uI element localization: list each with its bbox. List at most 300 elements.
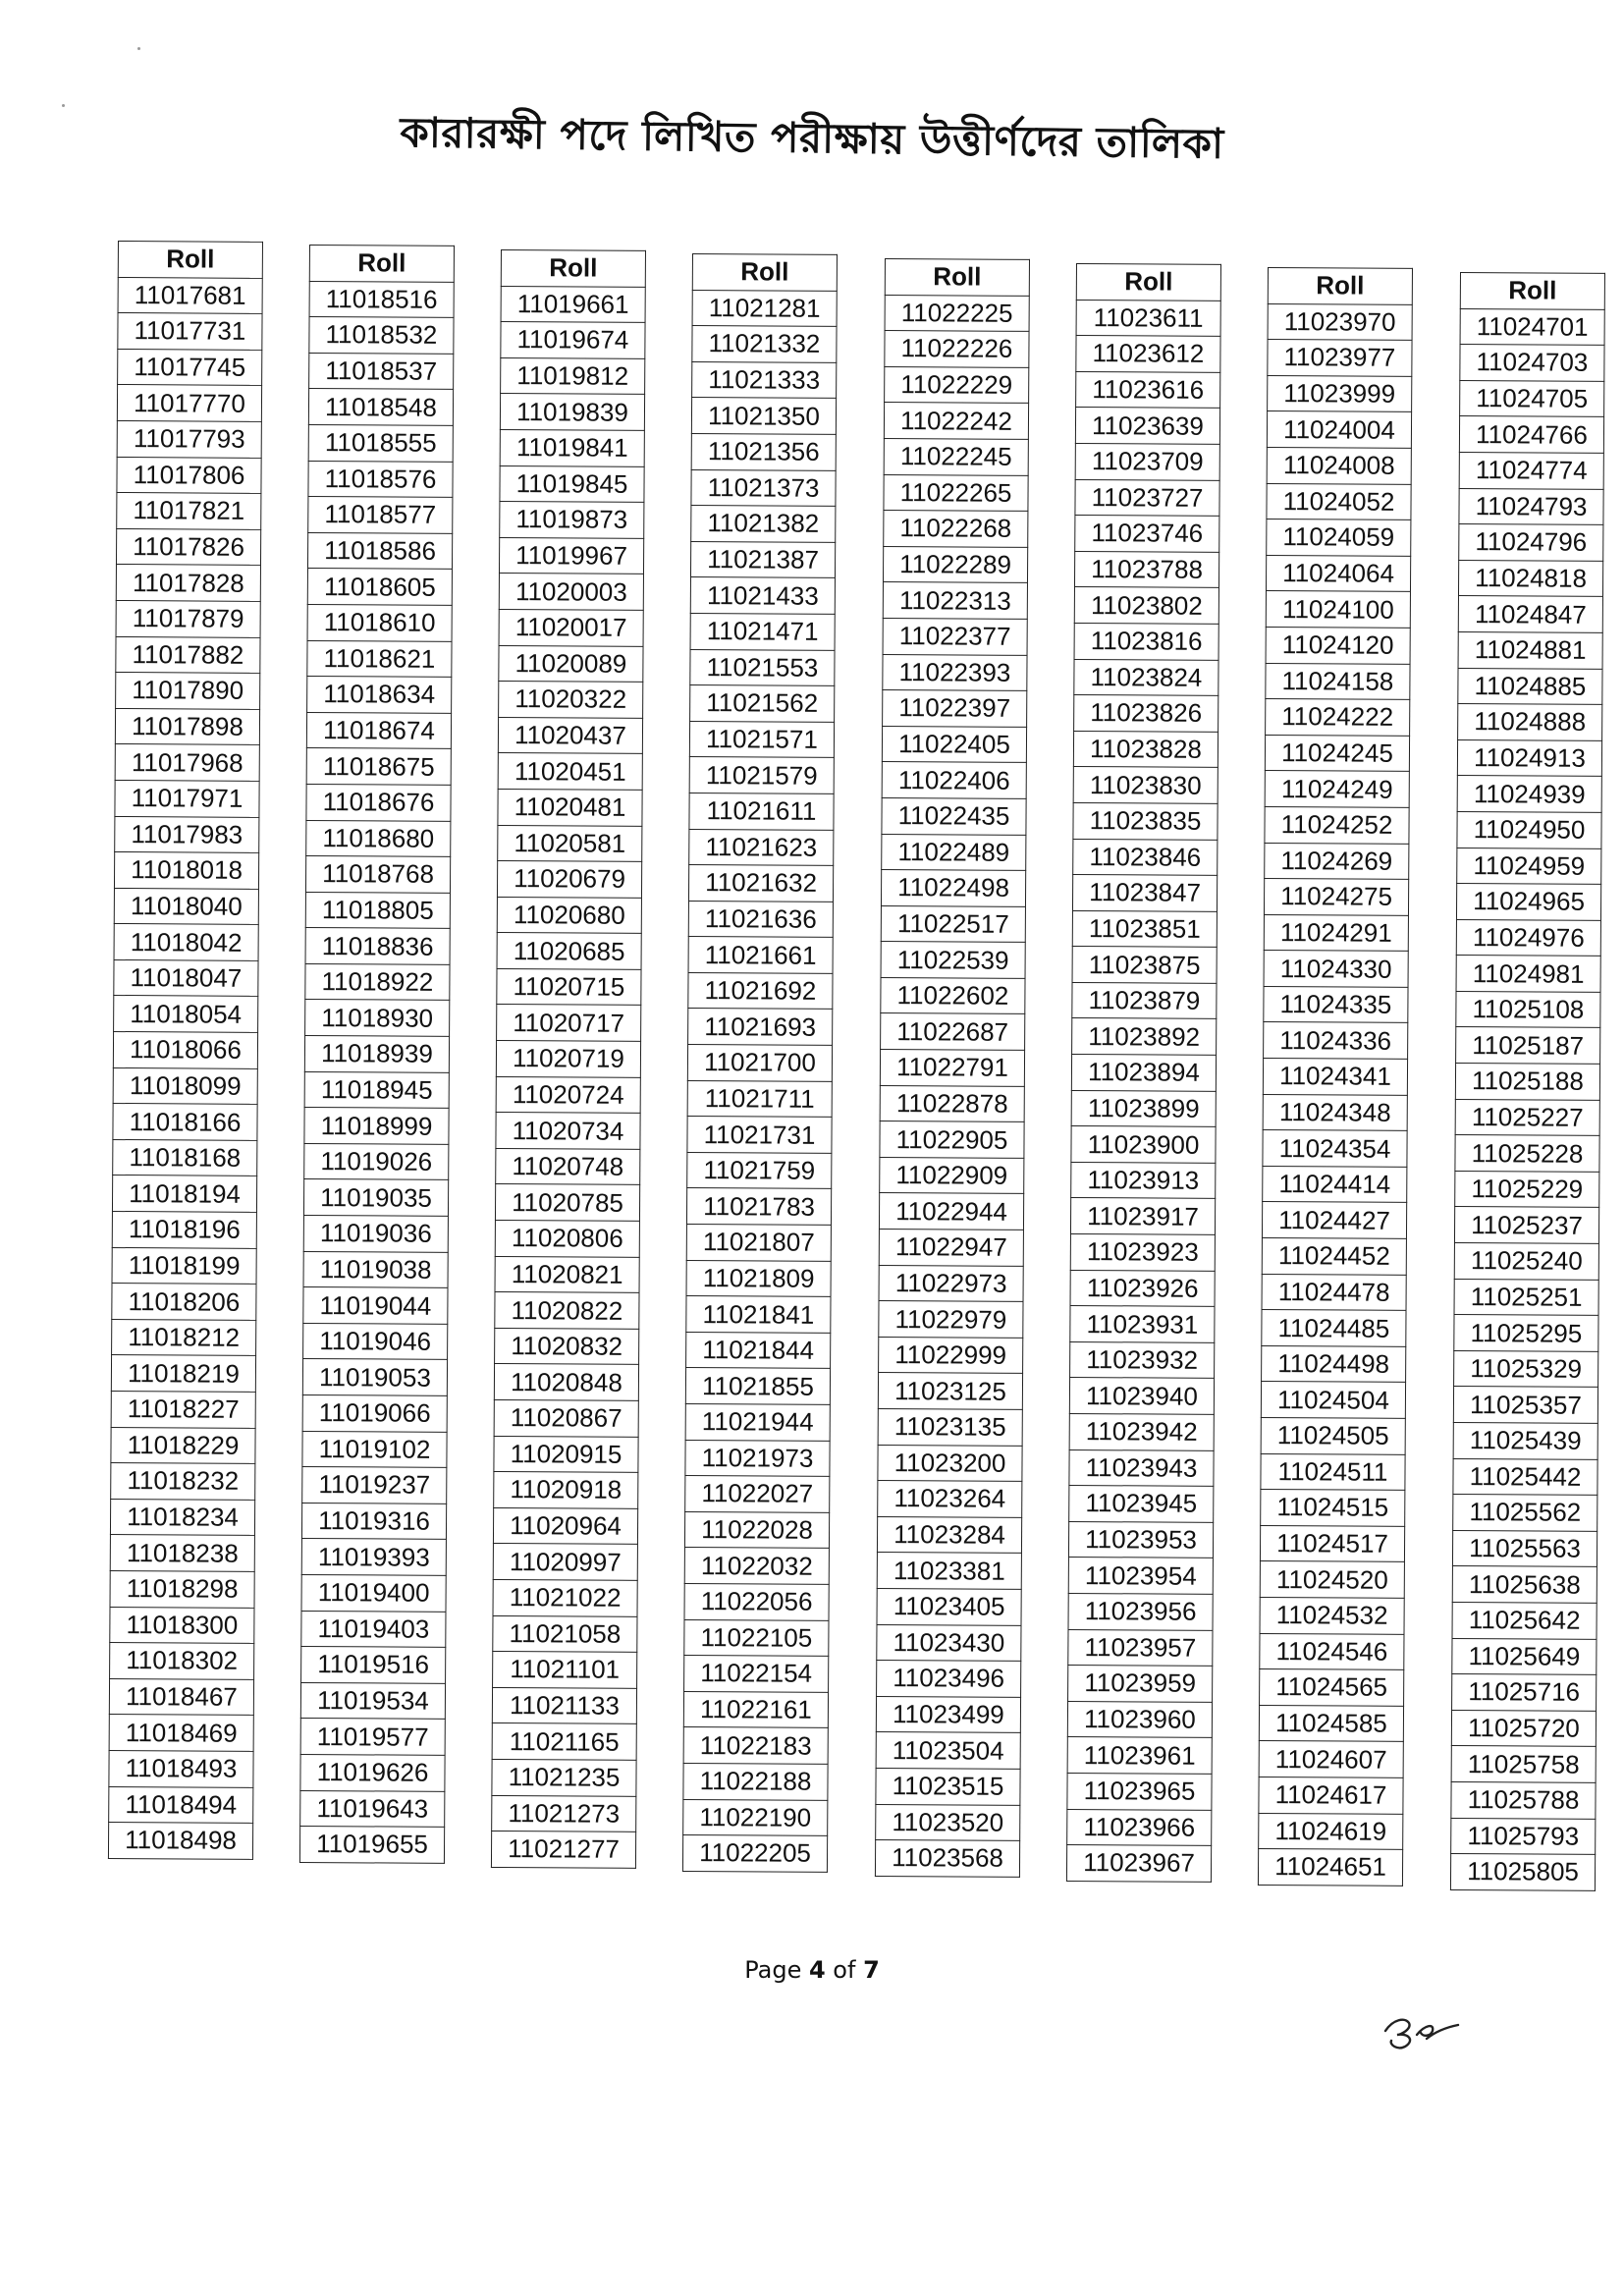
table-row: [1067, 1701, 1212, 1737]
table-row: [1267, 483, 1411, 519]
table-row: [113, 1067, 257, 1104]
table-row: [690, 649, 835, 685]
roll-number: 11023967: [1066, 1845, 1211, 1882]
table-row: [492, 1723, 636, 1760]
table-row: [300, 1754, 445, 1790]
roll-number: 11023940: [1069, 1378, 1214, 1414]
roll-number: 11023612: [1076, 336, 1220, 372]
roll-number: 11021571: [689, 721, 834, 757]
table-row: [687, 1080, 832, 1117]
table-row: [110, 1643, 254, 1679]
roll-number: 11024245: [1265, 735, 1409, 771]
roll-number: 11018586: [307, 532, 452, 569]
table-row: [111, 1427, 255, 1463]
roll-number: 11018676: [306, 784, 451, 820]
roll-number: 11022905: [880, 1121, 1024, 1158]
roll-number: 11022154: [684, 1656, 829, 1692]
table-row: [1262, 1238, 1406, 1275]
roll-number: 11021844: [686, 1332, 831, 1368]
roll-number: 11023284: [877, 1516, 1021, 1553]
roll-number: 11018018: [114, 852, 258, 889]
roll-number: 11023894: [1071, 1055, 1216, 1091]
table-row: [306, 712, 451, 748]
table-row: [307, 604, 452, 640]
table-row: [1454, 1207, 1598, 1243]
table-row: [1458, 668, 1602, 704]
table-row: [883, 690, 1027, 727]
roll-number: 11018099: [113, 1067, 257, 1104]
table-row: [308, 461, 453, 497]
roll-number: 11018516: [309, 281, 454, 317]
table-row: [301, 1611, 446, 1647]
roll-number: 11025228: [1455, 1135, 1599, 1172]
roll-number: 11021807: [686, 1225, 831, 1261]
roll-number: 11021692: [688, 972, 833, 1009]
roll-number: 11025720: [1451, 1710, 1596, 1746]
table-row: [498, 825, 642, 861]
roll-number: 11020719: [496, 1041, 640, 1077]
table-row: [1459, 488, 1603, 524]
roll-number: 11021553: [690, 649, 835, 685]
roll-number: 11023381: [877, 1553, 1021, 1589]
roll-number: 11022313: [883, 582, 1027, 619]
table-row: [1259, 1705, 1403, 1741]
roll-number: 11019403: [301, 1611, 446, 1647]
table-row: [1072, 947, 1217, 983]
roll-number: 11020832: [495, 1328, 639, 1364]
table-row: [117, 385, 261, 421]
roll-number: 11021783: [686, 1188, 831, 1225]
table-row: [499, 574, 643, 610]
table-row: [118, 277, 262, 313]
table-row: [493, 1652, 637, 1688]
roll-number: 11018168: [113, 1139, 257, 1175]
table-row: [1068, 1666, 1213, 1702]
total-page-number: 7: [863, 1956, 880, 1984]
roll-number: 11021373: [691, 469, 836, 506]
roll-number: 11022498: [881, 870, 1025, 906]
table-row: [1261, 1417, 1405, 1453]
roll-number: 11022944: [879, 1193, 1023, 1230]
table-row: [882, 762, 1026, 798]
roll-number: 11021356: [691, 433, 836, 469]
roll-number: 11023943: [1069, 1449, 1214, 1486]
table-row: [691, 398, 836, 434]
roll-number: 11020848: [494, 1364, 638, 1400]
roll-number: 11022602: [881, 977, 1025, 1013]
roll-number: 11023824: [1074, 659, 1218, 695]
roll-table-5: [875, 258, 1030, 1878]
table-row: [305, 892, 450, 928]
roll-number: 11022161: [683, 1691, 828, 1727]
table-row: [1073, 802, 1218, 839]
table-row: [501, 286, 645, 322]
table-row: [1455, 1135, 1599, 1172]
roll-number: 11021281: [692, 290, 837, 326]
table-row: [303, 1323, 448, 1359]
roll-number: 11018042: [114, 924, 258, 960]
table-row: [494, 1436, 638, 1472]
roll-number: 11025227: [1455, 1099, 1599, 1135]
roll-number: 11024950: [1457, 811, 1601, 847]
roll-number: 11022909: [880, 1157, 1024, 1193]
table-row: [1451, 1746, 1596, 1782]
table-row: [118, 313, 262, 350]
table-row: [115, 816, 259, 852]
table-row: [878, 1408, 1022, 1445]
roll-number: 11025758: [1451, 1746, 1596, 1782]
table-row: [115, 744, 259, 781]
roll-number: 11019967: [499, 537, 643, 574]
table-row: [497, 968, 641, 1005]
roll-number: 11024504: [1261, 1382, 1405, 1418]
table-row: [494, 1472, 638, 1508]
roll-number: 11021855: [685, 1368, 830, 1404]
table-row: [1071, 1090, 1216, 1126]
table-row: [301, 1574, 446, 1611]
roll-number: 11021661: [688, 937, 833, 973]
roll-number: 11023966: [1067, 1809, 1212, 1845]
table-row: [309, 353, 454, 389]
table-row: [301, 1647, 446, 1683]
table-row: [114, 924, 258, 960]
roll-number: 11023875: [1072, 947, 1217, 983]
roll-number: 11018234: [110, 1499, 254, 1535]
table-row: [1454, 1279, 1598, 1315]
roll-number: 11022539: [881, 942, 1025, 978]
roll-number: 11024888: [1458, 704, 1602, 740]
roll-number: 11024341: [1263, 1059, 1407, 1095]
roll-number: 11021944: [685, 1403, 830, 1440]
roll-number: 11023200: [878, 1445, 1022, 1481]
table-row: [885, 366, 1029, 403]
roll-number: 11021973: [685, 1440, 830, 1476]
table-row: [300, 1682, 445, 1719]
table-row: [877, 1661, 1021, 1697]
table-row: [688, 901, 833, 937]
table-row: [1076, 300, 1220, 336]
table-row: [499, 537, 643, 574]
roll-number: 11023954: [1068, 1558, 1213, 1594]
table-row: [1070, 1270, 1215, 1306]
table-row: [493, 1615, 637, 1652]
roll-number: 11017826: [116, 528, 260, 565]
table-row: [1265, 806, 1409, 843]
table-row: [305, 856, 450, 893]
table-row: [497, 897, 641, 933]
roll-column-header: Roll: [1460, 273, 1604, 309]
roll-number: 11023264: [878, 1481, 1022, 1517]
roll-number: 11017882: [116, 636, 260, 673]
roll-number: 11018212: [112, 1319, 256, 1355]
roll-number: 11024847: [1458, 596, 1602, 632]
roll-number: 11024959: [1457, 847, 1601, 884]
roll-number: 11018493: [109, 1750, 253, 1786]
roll-number: 11021636: [688, 901, 833, 937]
roll-number: 11017681: [118, 277, 262, 313]
roll-number: 11023816: [1074, 623, 1218, 659]
table-row: [497, 933, 641, 969]
roll-number: 11020089: [499, 645, 643, 682]
table-row: [1266, 663, 1410, 699]
table-row: [1068, 1629, 1213, 1666]
roll-number: 11024335: [1264, 986, 1408, 1022]
table-row: [495, 1256, 639, 1292]
roll-number: 11020680: [497, 897, 641, 933]
roll-table-8: [1450, 272, 1605, 1891]
table-row: [1264, 951, 1408, 987]
roll-number: 11024546: [1260, 1633, 1404, 1669]
table-row: [687, 1045, 832, 1081]
current-page-number: 4: [808, 1956, 826, 1984]
table-row: [112, 1319, 256, 1355]
table-row: [499, 682, 643, 718]
table-row: [1262, 1274, 1406, 1310]
table-row: [881, 942, 1025, 978]
table-row: [1451, 1710, 1596, 1746]
table-row: [878, 1445, 1022, 1481]
table-row: [112, 1284, 256, 1320]
roll-number: 11023835: [1073, 802, 1218, 839]
roll-number: 11025788: [1451, 1781, 1596, 1818]
table-row: [884, 438, 1028, 474]
table-row: [302, 1467, 447, 1503]
roll-number: 11023917: [1070, 1198, 1215, 1234]
roll-column-header: Roll: [1076, 264, 1220, 301]
table-row: [879, 1230, 1023, 1266]
table-row: [883, 546, 1027, 582]
roll-number: 11017983: [115, 816, 259, 852]
roll-number: 11018196: [112, 1212, 256, 1248]
table-row: [1260, 1597, 1404, 1633]
table-row: [112, 1247, 256, 1284]
roll-number: 11022393: [883, 654, 1027, 690]
table-row: [1067, 1737, 1212, 1774]
roll-number: 11019626: [300, 1754, 445, 1790]
table-row: [1266, 555, 1410, 591]
table-row: [884, 474, 1028, 511]
table-row: [878, 1373, 1022, 1409]
table-row: [110, 1499, 254, 1535]
roll-number: 11023923: [1070, 1234, 1215, 1271]
table-row: [111, 1391, 255, 1427]
table-row: [1458, 560, 1602, 596]
table-row: [302, 1431, 447, 1467]
roll-number: 11021841: [686, 1296, 831, 1333]
table-row: [1069, 1486, 1214, 1522]
table-row: [1453, 1422, 1597, 1458]
roll-number: 11018532: [309, 317, 454, 354]
table-row: [306, 784, 451, 820]
roll-number: 11025642: [1452, 1602, 1597, 1638]
roll-number: 11018922: [305, 963, 450, 1000]
roll-number: 11024414: [1263, 1166, 1407, 1202]
table-row: [115, 708, 259, 744]
roll-number: 11025251: [1454, 1279, 1598, 1315]
table-row: [115, 780, 259, 816]
roll-number: 11017745: [118, 349, 262, 385]
table-row: [492, 1687, 636, 1723]
table-row: [1073, 767, 1218, 803]
roll-number: 11020451: [498, 753, 642, 790]
roll-number: 11024885: [1458, 668, 1602, 704]
table-row: [498, 717, 642, 753]
table-row: [1068, 1521, 1213, 1558]
roll-number: 11019812: [501, 357, 645, 394]
table-row: [1073, 731, 1218, 767]
table-row: [494, 1399, 638, 1436]
table-row: [685, 1403, 830, 1440]
roll-number: 11024774: [1459, 452, 1603, 488]
table-row: [302, 1359, 447, 1395]
roll-number: 11024651: [1258, 1849, 1402, 1886]
roll-number: 11024269: [1265, 843, 1409, 879]
table-row: [309, 317, 454, 354]
table-row: [883, 654, 1027, 690]
roll-number: 11025439: [1453, 1422, 1597, 1458]
table-row: [1456, 991, 1600, 1027]
table-row: [495, 1221, 639, 1257]
roll-number: 11024330: [1264, 951, 1408, 987]
table-row: [684, 1656, 829, 1692]
roll-number: 11019845: [500, 465, 644, 502]
roll-number: 11020685: [497, 933, 641, 969]
roll-number: 11024052: [1267, 483, 1411, 519]
table-row: [498, 789, 642, 825]
roll-number: 11023430: [877, 1624, 1021, 1661]
roll-number: 11023879: [1072, 982, 1217, 1018]
roll-number: 11018548: [308, 389, 453, 425]
table-row: [1266, 627, 1410, 663]
roll-number: 11018194: [112, 1175, 256, 1212]
roll-number: 11018300: [110, 1607, 254, 1643]
roll-number: 11021273: [492, 1795, 636, 1831]
table-row: [685, 1440, 830, 1476]
roll-number: 11018768: [305, 856, 450, 893]
table-row: [1456, 919, 1600, 956]
table-row: [882, 726, 1026, 762]
table-row: [1259, 1741, 1403, 1777]
roll-column-header: Roll: [1268, 268, 1412, 304]
table-row: [113, 1032, 257, 1068]
table-row: [308, 497, 453, 533]
table-row: [689, 829, 834, 865]
table-row: [306, 748, 451, 785]
roll-number: 11022032: [684, 1548, 829, 1584]
roll-number: 11023846: [1073, 839, 1218, 875]
table-row: [501, 357, 645, 394]
roll-number: 11018047: [114, 959, 258, 996]
roll-number: 11021579: [689, 757, 834, 793]
roll-number: 11021693: [688, 1009, 833, 1045]
table-row: [1460, 345, 1604, 381]
roll-number: 11019038: [303, 1251, 448, 1287]
roll-number: 11018298: [110, 1570, 254, 1607]
roll-number: 11022289: [883, 546, 1027, 582]
roll-number: 11024517: [1260, 1525, 1404, 1561]
roll-number: 11023520: [876, 1804, 1020, 1840]
table-row: [117, 493, 261, 529]
table-row: [689, 757, 834, 793]
table-row: [690, 577, 835, 614]
roll-number: 11022973: [879, 1265, 1023, 1301]
roll-number: 11017731: [118, 313, 262, 350]
roll-number: 11020734: [496, 1113, 640, 1149]
table-row: [884, 403, 1028, 439]
table-row: [116, 636, 260, 673]
roll-number: 11022028: [684, 1511, 829, 1548]
table-row: [112, 1175, 256, 1212]
roll-number: 11021101: [493, 1652, 637, 1688]
roll-number: 11024004: [1267, 411, 1411, 448]
table-row: [879, 1301, 1023, 1338]
roll-number: 11021332: [692, 326, 837, 362]
table-row: [497, 1005, 641, 1041]
table-row: [688, 865, 833, 902]
table-row: [880, 1121, 1024, 1158]
table-row: [687, 1152, 832, 1188]
table-row: [1072, 875, 1217, 911]
table-row: [1455, 1064, 1599, 1100]
table-row: [1075, 516, 1219, 552]
roll-number: 11023960: [1067, 1701, 1212, 1737]
page-label-prefix: Page: [744, 1956, 809, 1984]
table-row: [1263, 1094, 1407, 1130]
table-row: [493, 1507, 637, 1544]
table-row: [883, 582, 1027, 619]
table-row: [495, 1292, 639, 1329]
table-row: [1457, 776, 1601, 812]
roll-number: 11025187: [1456, 1027, 1600, 1064]
table-row: [1263, 1059, 1407, 1095]
table-row: [304, 1143, 449, 1179]
roll-number: 11024796: [1459, 524, 1603, 561]
table-row: [688, 972, 833, 1009]
roll-number: 11023900: [1071, 1126, 1216, 1163]
roll-number: 11024158: [1266, 663, 1410, 699]
table-row: [1072, 910, 1217, 947]
table-row: [110, 1535, 254, 1571]
table-row: [1459, 452, 1603, 488]
roll-number: 11022878: [880, 1085, 1024, 1121]
roll-number: 11020915: [494, 1436, 638, 1472]
roll-number: 11023135: [878, 1408, 1022, 1445]
roll-number: 11018930: [305, 1000, 450, 1036]
roll-number: 11020481: [498, 789, 642, 825]
roll-number: 11024120: [1266, 627, 1410, 663]
table-row: [109, 1715, 253, 1751]
roll-number: 11023957: [1068, 1629, 1213, 1666]
table-row: [688, 937, 833, 973]
table-row: [885, 295, 1029, 331]
table-row: [1073, 839, 1218, 875]
table-row: [112, 1212, 256, 1248]
roll-number: 11024505: [1261, 1417, 1405, 1453]
table-row: [1074, 623, 1218, 659]
roll-number: 11023709: [1075, 443, 1219, 479]
roll-number: 11018621: [307, 640, 452, 677]
roll-number: 11021165: [492, 1723, 636, 1760]
roll-number: 11018680: [306, 820, 451, 856]
roll-number: 11020715: [497, 968, 641, 1005]
page-title: কারারক্ষী পদে লিখিত পরীক্ষায় উত্তীর্ণদের তালিকা: [400, 108, 1224, 168]
table-row: [879, 1265, 1023, 1301]
table-row: [305, 963, 450, 1000]
roll-number: 11021133: [492, 1687, 636, 1723]
roll-number: 11018206: [112, 1284, 256, 1320]
roll-number: 11024498: [1262, 1345, 1406, 1382]
table-row: [1260, 1669, 1404, 1706]
